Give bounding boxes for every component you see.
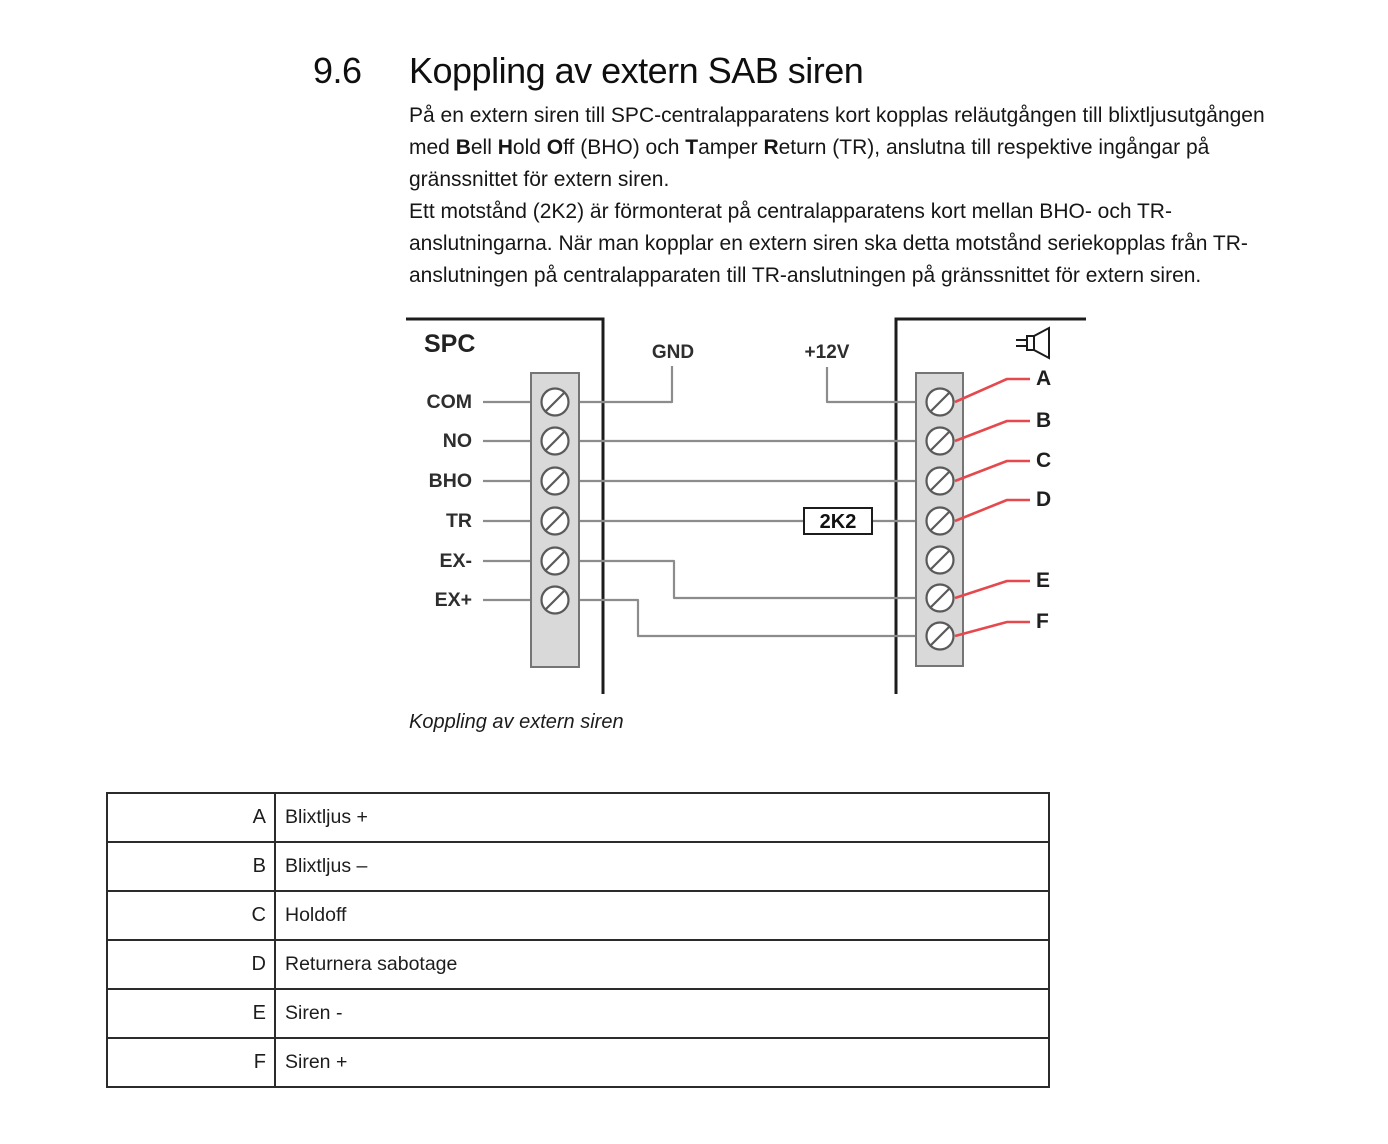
wire-12v-a bbox=[827, 367, 916, 402]
screw-f bbox=[927, 623, 954, 650]
pin-label-tr: TR bbox=[446, 510, 472, 532]
table-cell-value: Blixtljus – bbox=[275, 842, 1049, 891]
figure-caption: Koppling av extern siren bbox=[409, 711, 624, 733]
table-cell-key: F bbox=[107, 1038, 275, 1087]
screw-a bbox=[927, 389, 954, 416]
leader-a bbox=[955, 379, 1030, 402]
wiring-diagram bbox=[398, 313, 1092, 699]
table-cell-key: E bbox=[107, 989, 275, 1038]
wire-exminus-e bbox=[579, 561, 916, 598]
terminal-letter-a: A bbox=[1036, 367, 1052, 390]
pin-label-exminus: EX- bbox=[439, 550, 472, 572]
leader-b bbox=[955, 421, 1030, 441]
table-cell-key: A bbox=[107, 793, 275, 842]
gnd-label: GND bbox=[651, 342, 695, 363]
leader-e bbox=[955, 581, 1030, 598]
table-row bbox=[107, 891, 1049, 940]
table-cell-value: Siren + bbox=[275, 1038, 1049, 1087]
table-cell-key: B bbox=[107, 842, 275, 891]
pin-label-com: COM bbox=[426, 391, 472, 413]
screw-unused bbox=[927, 547, 954, 574]
pin-label-explus: EX+ bbox=[434, 589, 472, 611]
table-row bbox=[107, 940, 1049, 989]
terminal-legend-table bbox=[106, 792, 1050, 1088]
leader-lines bbox=[955, 379, 1030, 636]
table-cell-key: C bbox=[107, 891, 275, 940]
intro-paragraph-1: På en extern siren till SPC-centralapparatens kort kopplas reläutgången till blixtljusutgången med Bell Hold Off (BHO) och Tamper Return (TR), anslutna till respektive ingångar på gränssnittet för extern siren. bbox=[409, 104, 1265, 191]
table-cell-value: Blixtljus + bbox=[275, 793, 1049, 842]
table-row bbox=[107, 793, 1049, 842]
screw-d bbox=[927, 508, 954, 535]
terminal-letter-c: C bbox=[1036, 449, 1052, 472]
screw-exminus bbox=[542, 548, 569, 575]
screw-bho bbox=[542, 468, 569, 495]
leader-d bbox=[955, 500, 1030, 521]
screw-e bbox=[927, 585, 954, 612]
screw-no bbox=[542, 428, 569, 455]
resistor-value: 2K2 bbox=[819, 511, 857, 533]
plus12v-label: +12V bbox=[804, 342, 850, 363]
table-cell-key: D bbox=[107, 940, 275, 989]
terminal-letter-b: B bbox=[1036, 409, 1052, 432]
table-row bbox=[107, 1038, 1049, 1087]
intro-paragraph-2: Ett motstånd (2K2) är förmonterat på centralapparatens kort mellan BHO- och TR-anslutningarna. När man kopplar en extern siren ska detta motstånd seriekopplas från TR-anslutningen på centralapparaten till TR-anslutningen på gränssnittet för extern siren. bbox=[409, 200, 1248, 287]
leader-f bbox=[955, 622, 1030, 636]
section-number: 9.6 bbox=[313, 50, 362, 91]
table-cell-value: Holdoff bbox=[275, 891, 1049, 940]
table-cell-value: Siren - bbox=[275, 989, 1049, 1038]
screw-c bbox=[927, 468, 954, 495]
pin-label-bho: BHO bbox=[428, 470, 472, 492]
spc-board-label: SPC bbox=[424, 330, 476, 358]
siren-terminal-letters bbox=[1036, 367, 1051, 633]
terminal-letter-f: F bbox=[1036, 610, 1049, 633]
terminal-letter-e: E bbox=[1036, 569, 1051, 592]
screw-com bbox=[542, 389, 569, 416]
section-title: Koppling av extern SAB siren bbox=[409, 50, 864, 91]
wire-explus-f bbox=[579, 600, 916, 636]
table-row bbox=[107, 842, 1049, 891]
table-cell-value: Returnera sabotage bbox=[275, 940, 1049, 989]
pin-label-no: NO bbox=[442, 430, 472, 452]
speaker-icon bbox=[1016, 328, 1049, 358]
spc-pin-labels bbox=[427, 391, 473, 611]
wire-com-gnd bbox=[579, 366, 672, 402]
terminal-letter-d: D bbox=[1036, 488, 1052, 511]
table-row bbox=[107, 989, 1049, 1038]
screw-tr bbox=[542, 508, 569, 535]
leader-c bbox=[955, 461, 1030, 481]
screw-b bbox=[927, 428, 954, 455]
screw-explus bbox=[542, 587, 569, 614]
